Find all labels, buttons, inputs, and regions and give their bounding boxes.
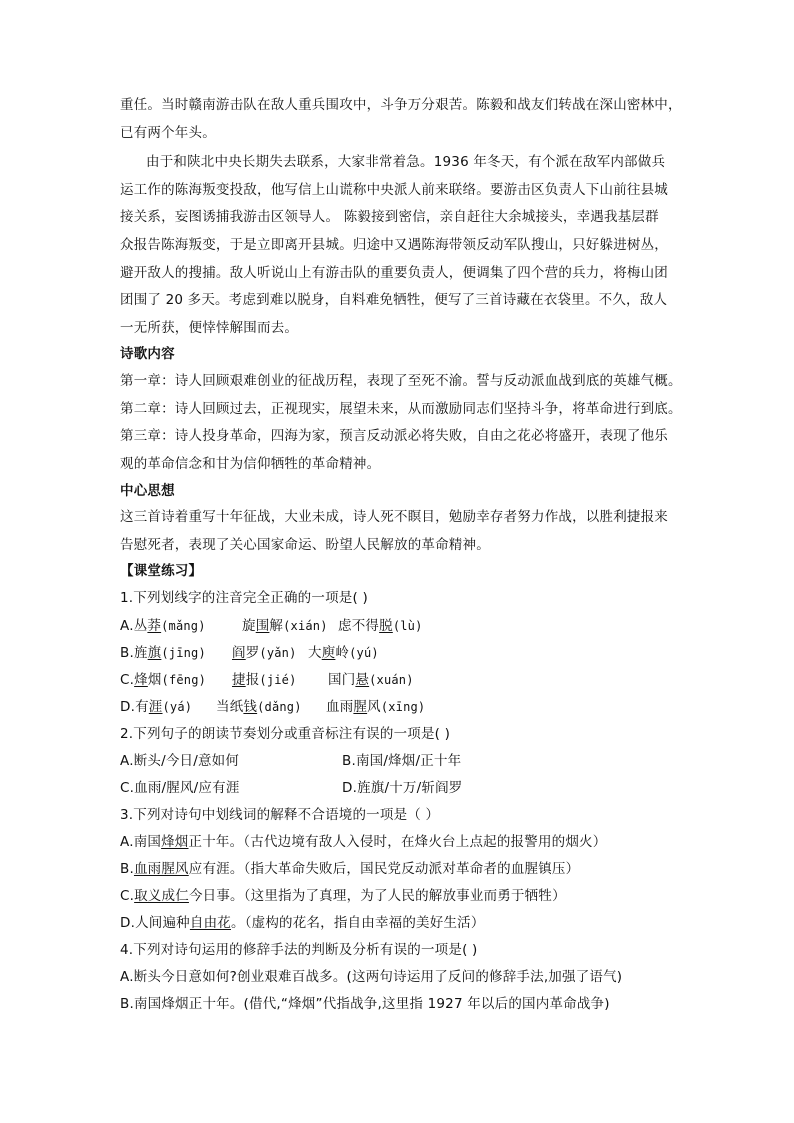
question-4-option-b: B.南国烽烟正十年。(借代,“烽烟”代指战争,这里指 1927 年以后的国内革命战争): [120, 996, 610, 1012]
chapter-one: 第一章：诗人回顾艰难创业的征战历程，表现了至死不渝。誓与反动派血战到底的英雄气概。: [120, 373, 682, 389]
question-1-option-d: D.有涯(yá) 当纸钱(dǎng) 血雨腥风(xīng): [120, 699, 426, 715]
story-line: 团围了 20 多天。考虑到难以脱身，自料难免牺牲，便写了三首诗藏在衣袋里。不久，敌人: [120, 292, 668, 308]
section-heading-theme: 中心思想: [120, 483, 175, 499]
question-2-option-d: D.旌旗/十万/斩阎罗: [342, 780, 463, 796]
question-3-option-b: B.血雨腥风应有涯。（指大革命失败后，国民党反动派对革命者的血腥镇压）: [120, 861, 580, 877]
story-line: 众报告陈海叛变，于是立即离开县城。归途中又遇陈海带领反动军队搜山，只好躲进树丛，: [120, 237, 668, 253]
question-2-options-ab: [120, 752, 461, 770]
question-3-option-c: C.取义成仁今日事。（这里指为了真理，为了人民的解放事业而勇于牺牲）: [120, 888, 566, 904]
question-1-option-b: B.旌旗(jīng) 阎罗(yǎn) 大庾岭(yú): [120, 645, 379, 661]
question-1-option-a: A.丛莽(mǎng) 旋围解(xián) 虑不得脱(lù): [120, 618, 423, 634]
chapter-three-cont: 观的革命信念和甘为信仰牺牲的革命精神。: [120, 456, 381, 472]
story-line: 接关系，妄图诱捕我游击区领导人。 陈毅接到密信，亲自赶往大余城接头，幸遇我基层群: [120, 209, 659, 225]
question-2-stem: 2.下列句子的朗读节奏划分或重音标注有误的一项是( ): [120, 726, 451, 742]
question-2-option-a: A.断头/今日/意如何: [120, 753, 240, 769]
story-line: 运工作的陈海叛变投敌，他写信上山谎称中央派人前来联络。要游击区负责人下山前往县城: [120, 182, 668, 198]
question-2-option-c: C.血雨/腥风/应有涯: [120, 780, 240, 796]
story-line: 重任。当时赣南游击队在敌人重兵围攻中，斗争万分艰苦。陈毅和战友们转战在深山密林中，: [120, 97, 682, 113]
exercise-heading: 【课堂练习】: [120, 563, 203, 579]
story-line: 由于和陕北中央长期失去联系，大家非常着急。1936 年冬天，有个派在敌军内部做兵: [146, 154, 666, 170]
story-line: 一无所获，便悻悻解围而去。: [120, 320, 299, 336]
story-line: 避开敌人的搜捕。敌人听说山上有游击队的重要负责人，便调集了四个营的兵力，将梅山团: [120, 265, 668, 281]
theme-line: 告慰死者，表现了关心国家命运、盼望人民解放的革命精神。: [120, 537, 490, 553]
chapter-two: 第二章：诗人回顾过去，正视现实，展望未来，从而激励同志们坚持斗争，将革命进行到底。: [120, 401, 682, 417]
chapter-three: 第三章：诗人投身革命，四海为家，预言反动派必将失败，自由之花必将盛开，表现了他乐: [120, 428, 668, 444]
question-3-option-a: A.南国烽烟正十年。（古代边境有敌人入侵时，在烽火台上点起的报警用的烟火）: [120, 834, 607, 850]
question-3-stem: 3.下列对诗句中划线词的解释不合语境的一项是（ ）: [120, 807, 440, 823]
question-2-options-cd: [120, 779, 462, 797]
theme-line: 这三首诗着重写十年征战，大业未成，诗人死不瞑目，勉励幸存者努力作战，以胜利捷报来: [120, 509, 668, 525]
question-4-stem: 4.下列对诗句运用的修辞手法的判断及分析有误的一项是( ): [120, 942, 478, 958]
question-1-stem: 1.下列划线字的注音完全正确的一项是( ): [120, 590, 368, 606]
question-1-option-c: C.烽烟(fēng) 捷报(jié) 国门悬(xuán): [120, 672, 414, 688]
question-4-option-a: A.断头今日意如何?创业艰难百战多。(这两句诗运用了反问的修辞手法,加强了语气): [120, 969, 623, 985]
section-heading-content: 诗歌内容: [120, 346, 175, 362]
question-3-option-d: D.人间遍种自由花。（虚构的花名，指自由幸福的美好生活）: [120, 915, 485, 931]
question-2-option-b: B.南国/烽烟/正十年: [342, 753, 462, 769]
story-line: 已有两个年头。: [120, 125, 216, 141]
